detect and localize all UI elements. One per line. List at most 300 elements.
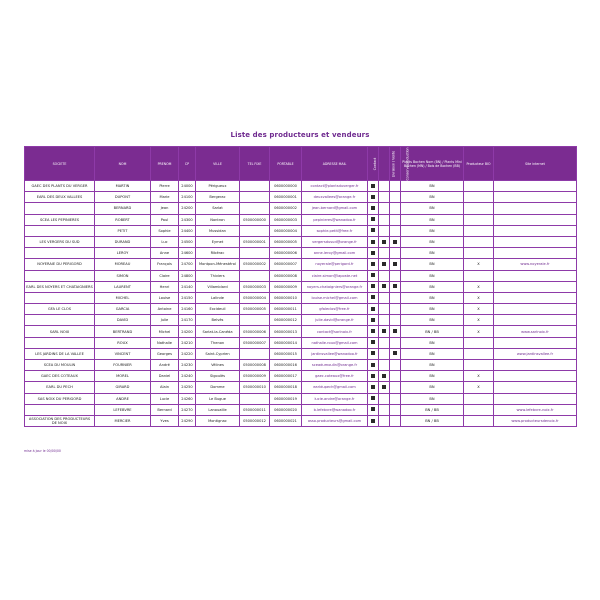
cell-plants: BN [401,225,464,236]
cell-cp: 24500 [179,236,196,247]
table-row [25,360,577,371]
cell-c2 [379,214,390,225]
cell-prenom: Antoine [151,304,179,315]
cell-c2 [379,326,390,337]
cell-site[interactable]: www.sarlnoix.fr [494,326,577,337]
cell-ville: Ribérac [196,248,240,259]
cell-prenom: Georges [151,348,179,359]
checked-box-icon [371,419,375,423]
checked-box-icon [393,240,397,244]
cell-c2 [379,259,390,270]
checked-box-icon [382,374,386,378]
cell-c2 [379,192,390,203]
cell-site[interactable] [494,270,577,281]
cell-ville: Vélines [196,360,240,371]
cell-c2 [379,348,390,359]
table-row [25,281,577,292]
checked-box-icon [371,262,375,266]
cell-c3 [390,415,401,426]
cell-plants: BN [401,259,464,270]
cell-cp: 24140 [179,281,196,292]
cell-c1 [368,248,379,259]
cell-portable: 0600000019 [270,393,302,404]
cell-ville: Eymet [196,236,240,247]
cell-tel-fixe: 0500000005 [240,304,270,315]
cell-societe [25,225,95,236]
cell-c1 [368,236,379,247]
cell-site[interactable] [494,304,577,315]
cell-plants: BN [401,248,464,259]
cell-tel-fixe: 0500000000 [240,214,270,225]
cell-societe: SARL NOIX [25,326,95,337]
column-header-tel-fixe [240,147,270,181]
cell-producteur-bio [464,203,494,214]
cell-tel-fixe: 0500000011 [240,404,270,415]
cell-ville: Excideuil [196,304,240,315]
table-row [25,225,577,236]
cell-prenom: Jean [151,203,179,214]
cell-site[interactable] [494,236,577,247]
cell-site[interactable] [494,192,577,203]
column-header-label: CP [184,161,190,166]
cell-c3 [390,304,401,315]
cell-plants: BN [401,181,464,192]
cell-adresse-mail[interactable]: sceadumoulin@orange.fr [302,360,368,371]
cell-prenom: Nathalie [151,337,179,348]
cell-c1 [368,214,379,225]
cell-adresse-mail[interactable]: julie.david@orange.fr [302,315,368,326]
column-header-label: Producteur BIO [466,161,491,166]
cell-tel-fixe [240,225,270,236]
cell-ville: Belvès [196,315,240,326]
checked-box-icon [371,396,375,400]
cell-societe: ASSOCIATION DES PRODUCTEURS DE NOIX [25,415,95,426]
column-header-site [494,147,577,181]
checked-box-icon [371,351,375,355]
cell-tel-fixe: 0500000006 [240,326,270,337]
table-row [25,315,577,326]
cell-nom: SIMON [95,270,151,281]
column-header-plants [401,147,464,181]
cell-c1 [368,415,379,426]
cell-c1 [368,304,379,315]
table-row [25,304,577,315]
checked-box-icon [371,217,375,221]
cell-societe: GAEC DES PLANTS DU VERGER [25,181,95,192]
cell-cp: 24600 [179,248,196,259]
column-header-c1 [368,147,379,181]
cell-adresse-mail[interactable]: vergersdusud@orange.fr [302,236,368,247]
cell-site[interactable] [494,371,577,382]
checked-box-icon [382,329,386,333]
cell-societe [25,315,95,326]
table-row [25,292,577,303]
cell-tel-fixe: 0500000012 [240,415,270,426]
cell-cp: 24400 [179,225,196,236]
cell-tel-fixe: 0500000001 [240,236,270,247]
cell-producteur-bio: X [464,292,494,303]
table-row [25,214,577,225]
table-row [25,337,577,348]
column-header-nom [95,147,151,181]
cell-plants: BN [401,337,464,348]
cell-site[interactable]: www.noyeraie.fr [494,259,577,270]
cell-c1 [368,371,379,382]
cell-prenom: Paul [151,214,179,225]
table-row [25,382,577,393]
cell-societe: EARL DES NOYERS ET CHATAIGNIERS [25,281,95,292]
cell-producteur-bio: X [464,326,494,337]
cell-societe [25,337,95,348]
cell-nom: VINCENT [95,348,151,359]
cell-c3 [390,292,401,303]
cell-site[interactable] [494,214,577,225]
cell-societe: SCEA DU MOULIN [25,360,95,371]
cell-site[interactable]: www.jardinsvallee.fr [494,348,577,359]
cell-portable: 0600000020 [270,404,302,415]
cell-portable: 0600000011 [270,304,302,315]
table-row [25,348,577,359]
cell-c2 [379,360,390,371]
cell-c3 [390,404,401,415]
cell-cp: 24000 [179,181,196,192]
cell-producteur-bio [464,393,494,404]
cell-adresse-mail[interactable]: contact@plantsduverger.fr [302,181,368,192]
cell-site[interactable] [494,337,577,348]
cell-c3 [390,360,401,371]
cell-c1 [368,181,379,192]
cell-producteur-bio: X [464,259,494,270]
cell-c2 [379,225,390,236]
cell-adresse-mail[interactable]: gfaleclos@free.fr [302,304,368,315]
cell-portable: 0600000018 [270,382,302,393]
checked-box-icon [371,407,375,411]
cell-c3 [390,348,401,359]
cell-cp: 24150 [179,292,196,303]
checked-box-icon [393,329,397,333]
cell-prenom: Marie [151,192,179,203]
checked-box-icon [371,273,375,277]
cell-c3 [390,281,401,292]
cell-nom: GIRARD [95,382,151,393]
cell-plants: BN / BB [401,415,464,426]
cell-nom: DAVID [95,315,151,326]
column-header-label: VILLE [213,161,222,166]
cell-portable: 0600000021 [270,415,302,426]
checked-box-icon [393,284,397,288]
cell-ville: Montignac [196,415,240,426]
checked-box-icon [382,240,386,244]
cell-adresse-mail[interactable]: contact@sarlnoix.fr [302,326,368,337]
checked-box-icon [371,295,375,299]
cell-tel-fixe [240,181,270,192]
cell-c3 [390,225,401,236]
cell-tel-fixe: 0500000010 [240,382,270,393]
cell-c3 [390,270,401,281]
cell-portable: 0600000013 [270,326,302,337]
cell-c2 [379,315,390,326]
cell-prenom: Sophie [151,225,179,236]
cell-producteur-bio: X [464,304,494,315]
cell-societe: SCEA LES PEPINIERES [25,214,95,225]
cell-societe: LES JARDINS DE LA VALLEE [25,348,95,359]
column-header-label: TEL FIXE [247,161,262,166]
cell-site[interactable]: www.producteursdenoix.fr [494,415,577,426]
cell-producteur-bio [464,404,494,415]
cell-adresse-mail[interactable]: jardinsvallee@wanadoo.fr [302,348,368,359]
column-header-label: SOCIETE [52,161,67,166]
cell-cp: 24240 [179,371,196,382]
cell-adresse-mail[interactable]: lucie.andre@orange.fr [302,393,368,404]
column-header-label: Contact [373,157,378,170]
cell-nom: ROUX [95,337,151,348]
cell-tel-fixe: 0500000007 [240,337,270,348]
cell-producteur-bio [464,248,494,259]
cell-tel-fixe [240,192,270,203]
table-row [25,203,577,214]
cell-adresse-mail[interactable]: pepinieres@wanadoo.fr [302,214,368,225]
cell-societe [25,270,95,281]
checked-box-icon [371,228,375,232]
checked-box-icon [371,206,375,210]
cell-site[interactable] [494,360,577,371]
cell-cp: 24270 [179,404,196,415]
checked-box-icon [371,385,375,389]
checked-box-icon [371,307,375,311]
cell-prenom: François [151,259,179,270]
table-row [25,404,577,415]
cell-site[interactable] [494,292,577,303]
cell-portable: 0600000009 [270,281,302,292]
cell-c3 [390,214,401,225]
cell-portable: 0600000002 [270,203,302,214]
cell-cp: 24700 [179,259,196,270]
cell-prenom: André [151,360,179,371]
cell-ville: Nontron [196,214,240,225]
cell-c2 [379,236,390,247]
cell-societe: EARL DU PECH [25,382,95,393]
cell-site[interactable] [494,203,577,214]
column-header-label: Conserve production [405,146,410,181]
cell-portable: 0600000001 [270,192,302,203]
cell-cp: 24200 [179,326,196,337]
cell-plants: BN [401,281,464,292]
column-header-label: ADRESSE MAIL [322,161,347,166]
checked-box-icon [371,240,375,244]
cell-c3 [390,393,401,404]
table-header-row [25,147,577,181]
table-row [25,181,577,192]
cell-societe [25,292,95,303]
cell-tel-fixe: 0500000003 [240,281,270,292]
cell-adresse-mail[interactable]: sophie.petit@free.fr [302,225,368,236]
cell-cp: 24160 [179,304,196,315]
cell-producteur-bio [464,225,494,236]
table-row [25,415,577,426]
cell-societe: SAS NOIX DU PERIGORD [25,393,95,404]
cell-ville: Lalinde [196,292,240,303]
cell-plants: BN [401,214,464,225]
cell-adresse-mail[interactable]: gaec.coteaux@free.fr [302,371,368,382]
cell-portable: 0600000000 [270,181,302,192]
cell-societe: LES VERGERS DU SUD [25,236,95,247]
cell-adresse-mail[interactable]: jean.bernard@gmail.com [302,203,368,214]
cell-ville: Mussidan [196,225,240,236]
cell-ville: Bergerac [196,192,240,203]
cell-plants: BN [401,315,464,326]
cell-cp: 24800 [179,270,196,281]
cell-cp: 24220 [179,348,196,359]
cell-c1 [368,203,379,214]
column-header-label: PRENOM [157,161,172,166]
cell-portable: 0600000007 [270,259,302,270]
cell-ville: Périgueux [196,181,240,192]
cell-adresse-mail[interactable]: asso.producteurs@gmail.com [302,415,368,426]
cell-cp: 24100 [179,192,196,203]
cell-site[interactable]: www.lefebvre-noix.fr [494,404,577,415]
cell-c1 [368,393,379,404]
cell-c2 [379,304,390,315]
cell-site[interactable] [494,281,577,292]
cell-c1 [368,225,379,236]
cell-portable: 0600000008 [270,270,302,281]
checked-box-icon [371,195,375,199]
cell-ville: Sarlat [196,203,240,214]
cell-c3 [390,315,401,326]
cell-plants: BN [401,393,464,404]
cell-plants: BN / BB [401,326,464,337]
column-header-prenom [151,147,179,181]
cell-c3 [390,248,401,259]
cell-producteur-bio [464,348,494,359]
cell-adresse-mail[interactable]: claire.simon@laposte.net [302,270,368,281]
checked-box-icon [393,351,397,355]
cell-tel-fixe: 0500000002 [240,259,270,270]
cell-c1 [368,192,379,203]
cell-c2 [379,270,390,281]
cell-producteur-bio [464,415,494,426]
cell-nom: FOURNIER [95,360,151,371]
cell-adresse-mail[interactable]: nathalie.roux@gmail.com [302,337,368,348]
column-header-c2 [379,147,396,181]
cell-prenom: Anne [151,248,179,259]
cell-adresse-mail[interactable]: earldupech@gmail.com [302,382,368,393]
cell-cp: 24210 [179,337,196,348]
cell-prenom: Daniel [151,371,179,382]
cell-prenom: Claire [151,270,179,281]
cell-c2 [379,404,390,415]
cell-cp: 24260 [179,393,196,404]
checked-box-icon [371,184,375,188]
cell-cp: 24250 [179,382,196,393]
cell-tel-fixe: 0500000009 [240,371,270,382]
checked-box-icon [371,374,375,378]
checked-box-icon [371,318,375,322]
cell-prenom: Julie [151,315,179,326]
cell-adresse-mail[interactable]: louise.michel@gmail.com [302,292,368,303]
cell-c2 [379,281,390,292]
column-header-label: Plants Bochen Nom (BN) / Plants Mini Bochen (MN) / Bois de Bochen (BB) [402,159,462,168]
cell-ville: Thiviers [196,270,240,281]
column-header-label: PORTABLE [277,161,294,166]
cell-tel-fixe [240,348,270,359]
checked-box-icon [371,363,375,367]
cell-nom: ROBERT [95,214,151,225]
checked-box-icon [371,329,375,333]
cell-c1 [368,337,379,348]
cell-nom: MOREAU [95,259,151,270]
cell-site[interactable] [494,248,577,259]
cell-portable: 0600000016 [270,360,302,371]
checked-box-icon [382,262,386,266]
cell-plants: BN [401,360,464,371]
cell-portable: 0600000003 [270,214,302,225]
cell-prenom: Pierre [151,181,179,192]
column-header-label: NOM [118,161,127,166]
table-row [25,371,577,382]
cell-nom: BERTRAND [95,326,151,337]
cell-producteur-bio [464,360,494,371]
cell-portable: 0600000004 [270,225,302,236]
cell-adresse-mail[interactable]: noyers.chataigniers@orange.fr [302,281,368,292]
cell-portable: 0600000005 [270,236,302,247]
cell-site[interactable] [494,393,577,404]
cell-site[interactable] [494,382,577,393]
cell-c3 [390,382,401,393]
cell-adresse-mail[interactable]: b.lefebvre@wanadoo.fr [302,404,368,415]
cell-site[interactable] [494,181,577,192]
cell-c1 [368,270,379,281]
cell-c2 [379,292,390,303]
checked-box-icon [382,284,386,288]
cell-c1 [368,404,379,415]
column-header-ville [196,147,240,181]
update-footnote: mise à jour le 00/00/00 [24,449,61,453]
cell-c3 [390,337,401,348]
cell-site[interactable] [494,315,577,326]
cell-c2 [379,415,390,426]
cell-nom: MERCIER [95,415,151,426]
cell-ville: Villamblard [196,281,240,292]
checked-box-icon [382,385,386,389]
cell-tel-fixe [240,248,270,259]
cell-prenom: Yves [151,415,179,426]
cell-ville: Sigoulès [196,371,240,382]
cell-cp: 24200 [179,203,196,214]
cell-portable: 0600000014 [270,337,302,348]
checked-box-icon [371,251,375,255]
cell-ville: Le Bugue [196,393,240,404]
cell-adresse-mail[interactable]: deuxvallees@orange.fr [302,192,368,203]
cell-portable: 0600000017 [270,371,302,382]
cell-nom: MICHEL [95,292,151,303]
cell-tel-fixe [240,270,270,281]
cell-plants: BN [401,371,464,382]
cell-societe: EARL DES DEUX VALLEES [25,192,95,203]
cell-c1 [368,259,379,270]
cell-site[interactable] [494,225,577,236]
cell-producteur-bio [464,337,494,348]
cell-producteur-bio: X [464,371,494,382]
column-header-label: Livraison / Vente [391,150,396,177]
cell-c3 [390,192,401,203]
cell-plants: BN [401,304,464,315]
cell-c2 [379,181,390,192]
cell-adresse-mail[interactable]: noyeraie@perigord.fr [302,259,368,270]
checked-box-icon [393,262,397,266]
cell-adresse-mail[interactable]: anne.leroy@gmail.com [302,248,368,259]
cell-c2 [379,248,390,259]
